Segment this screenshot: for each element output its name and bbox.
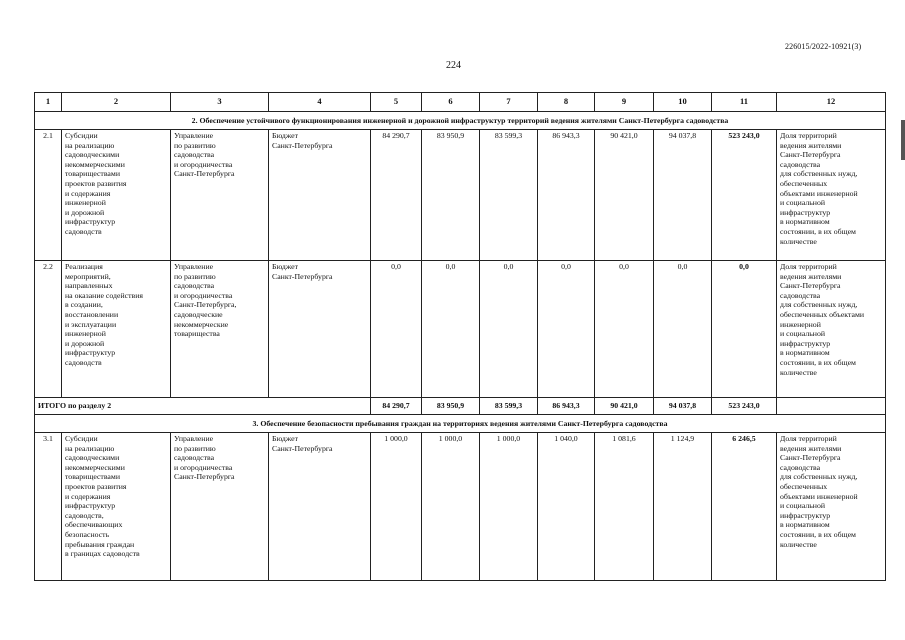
section-2-title-row: [35, 112, 886, 130]
section-3-title-row: [35, 415, 886, 433]
value-cell: 1 000,0: [480, 433, 538, 581]
value-cell: 83 950,9: [422, 130, 480, 261]
indicator: Доля территорий ведения жителями Санкт-Петербурга садоводства для собственных нужд, обеспеченных объектами инженерной и социальной инфраструктур в нормативном состоянии, в их общем количестве: [777, 261, 886, 398]
page-number: 224: [446, 60, 461, 71]
value-cell: 1 040,0: [538, 433, 595, 581]
empty-cell: [777, 398, 886, 415]
section-title: 2. Обеспечение устойчивого функционирования инженерной и дорожной инфраструктур территорий ведения жителями Санкт-Петербурга садоводства: [35, 112, 886, 130]
measure-name: Субсидии на реализацию садоводческими некоммерческими товариществами проектов развития и содержания инфраструктур садоводств, обеспечивающих безопасность пребывания граждан в границах садоводств: [62, 433, 171, 581]
header-cell: 9: [595, 93, 654, 112]
column-number-row: [35, 93, 886, 112]
value-cell: 1 081,6: [595, 433, 654, 581]
total-value-cell: 523 243,0: [712, 398, 777, 415]
table-row: [35, 261, 886, 398]
header-cell: 11: [712, 93, 777, 112]
edge-marker: [901, 120, 905, 160]
executor: Управление по развитию садоводства и огородничества Санкт-Петербурга: [171, 433, 269, 581]
measure-name: Реализация мероприятий, направленных на оказание содействия в создании, восстановлении и эксплуатации инженерной и дорожной инфраструктур садоводств: [62, 261, 171, 398]
funding-source: Бюджет Санкт-Петербурга: [269, 433, 371, 581]
row-number: 2.2: [35, 261, 62, 398]
total-value-cell: 86 943,3: [538, 398, 595, 415]
measure-name: Субсидии на реализацию садоводческими некоммерческими товариществами проектов развития и содержания инженерной и дорожной инфраструктур садоводств: [62, 130, 171, 261]
header-cell: 10: [654, 93, 712, 112]
value-cell: 1 000,0: [422, 433, 480, 581]
document-number: 226015/2022-10921(3): [785, 42, 862, 51]
budget-table: [34, 92, 886, 581]
total-value-cell: 6 246,5: [712, 433, 777, 581]
table-row: [35, 433, 886, 581]
total-value-cell: 84 290,7: [371, 398, 422, 415]
value-cell: 0,0: [422, 261, 480, 398]
header-cell: 7: [480, 93, 538, 112]
header-cell: 3: [171, 93, 269, 112]
header-cell: 12: [777, 93, 886, 112]
header-cell: 1: [35, 93, 62, 112]
funding-source: Бюджет Санкт-Петербурга: [269, 130, 371, 261]
value-cell: 94 037,8: [654, 130, 712, 261]
value-cell: 1 000,0: [371, 433, 422, 581]
executor: Управление по развитию садоводства и огородничества Санкт-Петербурга, садоводческие некоммерческие товарищества: [171, 261, 269, 398]
row-number: 2.1: [35, 130, 62, 261]
total-value-cell: 90 421,0: [595, 398, 654, 415]
value-cell: 86 943,3: [538, 130, 595, 261]
total-value-cell: 94 037,8: [654, 398, 712, 415]
value-cell: 0,0: [480, 261, 538, 398]
value-cell: 0,0: [538, 261, 595, 398]
header-cell: 5: [371, 93, 422, 112]
total-value-cell: 83 599,3: [480, 398, 538, 415]
total-label: ИТОГО по разделу 2: [35, 398, 371, 415]
table-row: [35, 130, 886, 261]
header-cell: 6: [422, 93, 480, 112]
value-cell: 83 599,3: [480, 130, 538, 261]
row-number: 3.1: [35, 433, 62, 581]
total-value-cell: 83 950,9: [422, 398, 480, 415]
indicator: Доля территорий ведения жителями Санкт-Петербурга садоводства для собственных нужд, обеспеченных объектами инженерной и социальной инфраструктур в нормативном состоянии, в их общем количестве: [777, 433, 886, 581]
value-cell: 0,0: [371, 261, 422, 398]
header-cell: 4: [269, 93, 371, 112]
header-cell: 2: [62, 93, 171, 112]
value-cell: 90 421,0: [595, 130, 654, 261]
total-value-cell: 0,0: [712, 261, 777, 398]
section-title: 3. Обеспечение безопасности пребывания граждан на территориях ведения жителями Санкт-Петербурга садоводства: [35, 415, 886, 433]
funding-source: Бюджет Санкт-Петербурга: [269, 261, 371, 398]
header-cell: 8: [538, 93, 595, 112]
value-cell: 0,0: [595, 261, 654, 398]
section-2-total-row: [35, 398, 886, 415]
total-value-cell: 523 243,0: [712, 130, 777, 261]
value-cell: 0,0: [654, 261, 712, 398]
value-cell: 84 290,7: [371, 130, 422, 261]
indicator: Доля территорий ведения жителями Санкт-Петербурга садоводства для собственных нужд, обеспеченных объектами инженерной и социальной инфраструктур в нормативном состоянии, в их общем количестве: [777, 130, 886, 261]
executor: Управление по развитию садоводства и огородничества Санкт-Петербурга: [171, 130, 269, 261]
value-cell: 1 124,9: [654, 433, 712, 581]
